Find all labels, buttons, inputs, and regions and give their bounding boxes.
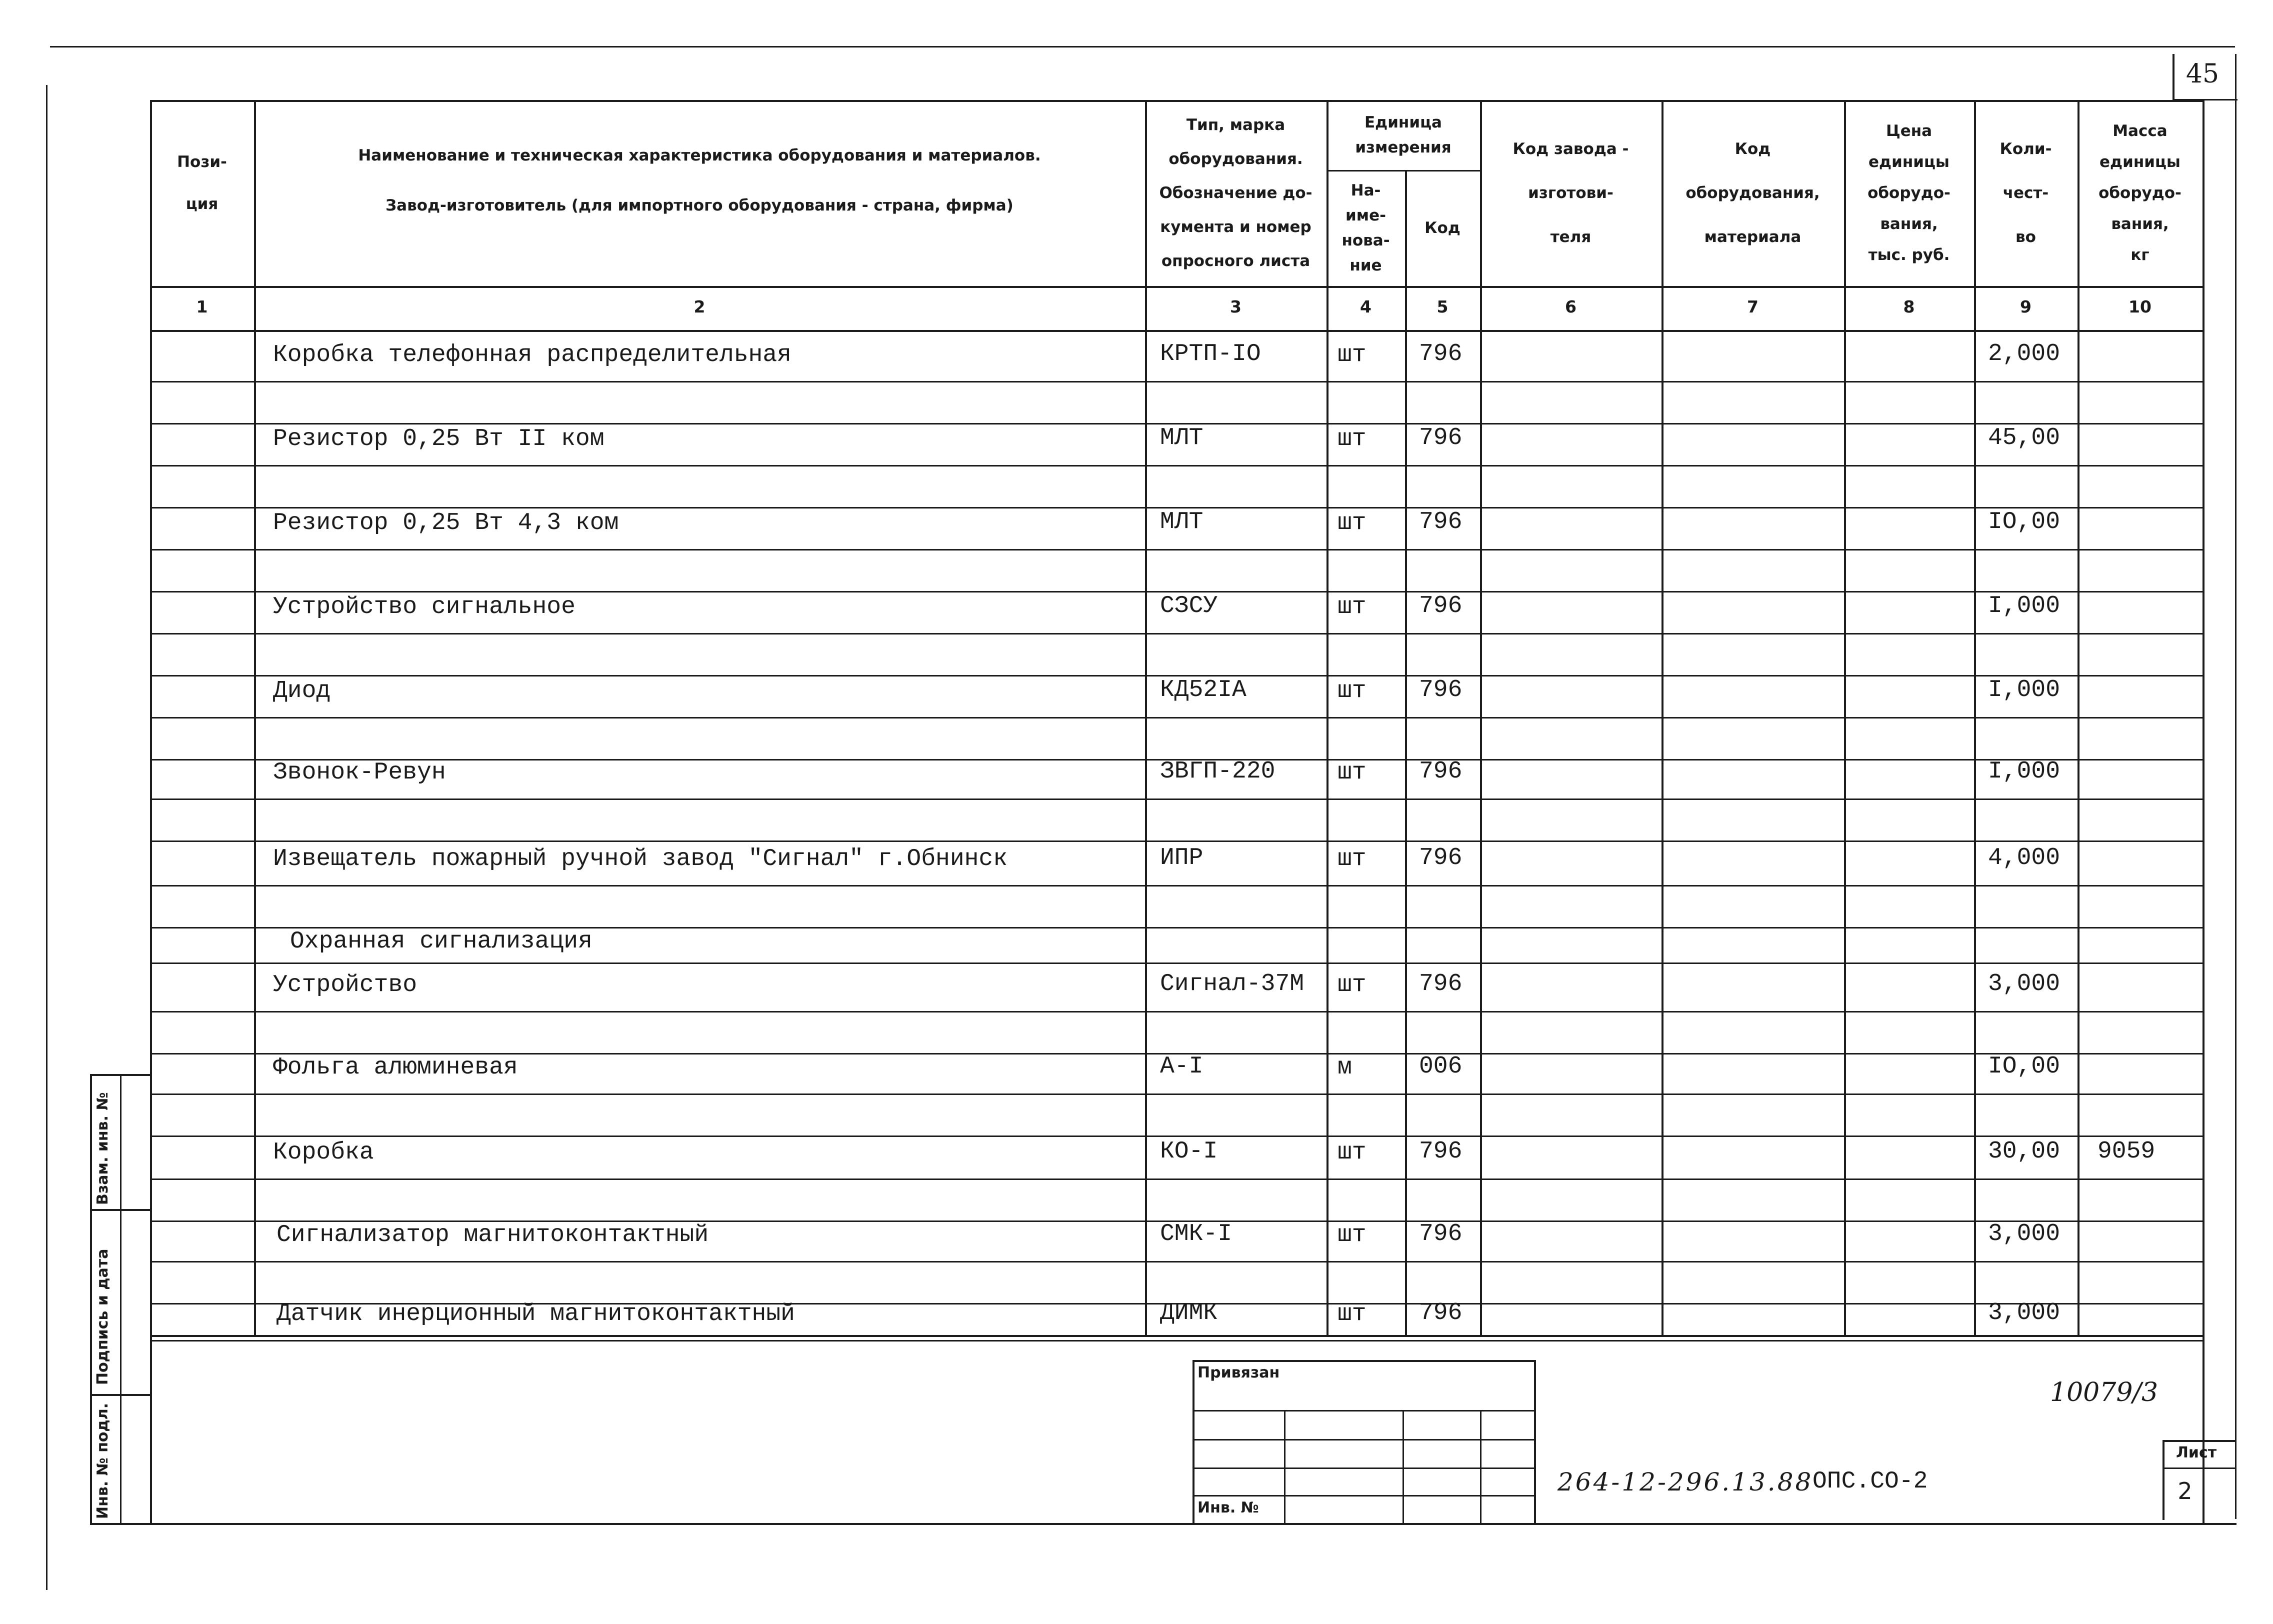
row-separator <box>150 1011 2202 1012</box>
item-name: Коробка телефонная распределительная <box>273 342 792 368</box>
item-name: Устройство сигнальное <box>273 594 576 620</box>
header-line: Код <box>1734 140 1771 158</box>
column-number: 8 <box>1903 297 1915 316</box>
header-line: кумента и номер <box>1160 218 1312 236</box>
column-number: 10 <box>2128 297 2152 316</box>
row-separator <box>150 798 2202 800</box>
item-unit-code: 796 <box>1419 676 1462 704</box>
item-unit-code: 796 <box>1419 1300 1462 1326</box>
header-line: ция <box>186 195 218 213</box>
item-type: ДИМК <box>1160 1300 1218 1326</box>
item-unit: шт <box>1338 342 1366 368</box>
item-name: Резистор 0,25 Вт II ком <box>273 426 604 452</box>
header-name <box>254 130 1145 230</box>
title-block-row2 <box>1192 1439 1535 1440</box>
row-separator <box>150 465 2202 466</box>
item-quantity: 30,00 <box>1988 1138 2060 1165</box>
header-line: чест- <box>2002 184 2049 202</box>
item-unit: шт <box>1338 426 1366 452</box>
header-line: Тип, марка <box>1186 116 1286 134</box>
side-strip-right <box>150 1074 152 1525</box>
item-type: ЗВГП-220 <box>1160 758 1276 785</box>
item-name: Звонок-Ревун <box>273 759 446 786</box>
item-quantity: I,000 <box>1988 676 2060 704</box>
sheet-label: Лист <box>2176 1444 2217 1462</box>
header-line: Масса <box>2112 122 2168 140</box>
header-line: оборудо- <box>2098 184 2182 202</box>
header-line: Завод-изготовитель (для импортного оборудования - страна, фирма) <box>386 196 1014 214</box>
item-unit: шт <box>1338 972 1366 998</box>
unit-subheader-divider <box>1326 170 1480 172</box>
item-unit-code: 796 <box>1419 592 1462 620</box>
document-code: 264-12-296.13.88 <box>1558 1468 1814 1496</box>
item-unit-code: 796 <box>1419 508 1462 536</box>
header-unit-name <box>1326 178 1405 278</box>
item-type: СМК-I <box>1160 1220 1232 1248</box>
item-unit: шт <box>1338 510 1366 536</box>
header-mass <box>2078 116 2202 270</box>
header-line: теля <box>1550 228 1592 246</box>
item-unit-code: 796 <box>1419 340 1462 368</box>
page-number-box-left <box>2172 54 2174 99</box>
header-line: вания, <box>1880 215 1938 233</box>
title-block-col2 <box>1402 1410 1404 1525</box>
row-separator <box>150 840 2202 842</box>
column-divider <box>2202 100 2204 1335</box>
section-title: Охранная сигнализация <box>290 928 592 955</box>
page-number: 45 <box>2186 59 2220 89</box>
item-unit-code: 006 <box>1419 1053 1462 1080</box>
column-number: 4 <box>1360 297 1372 316</box>
top-rule <box>50 46 2235 48</box>
header-quantity <box>1974 127 2078 259</box>
title-block-top <box>1192 1360 1535 1362</box>
item-quantity: IO,00 <box>1988 1053 2060 1080</box>
item-mass: 9059 <box>2098 1138 2156 1165</box>
outer-left-rule <box>46 85 48 1590</box>
item-quantity: I,000 <box>1988 592 2060 620</box>
header-line: единицы <box>1868 153 1950 171</box>
header-equipment-code <box>1662 127 1844 259</box>
row-separator <box>150 962 2202 964</box>
document-mark: ОПС.СО-2 <box>1812 1468 1928 1495</box>
item-type: МЛТ <box>1160 424 1204 452</box>
header-line: Коли- <box>2000 140 2052 158</box>
item-name: Фольга алюминевая <box>273 1054 518 1081</box>
title-block-row1 <box>1192 1410 1535 1412</box>
item-unit: шт <box>1338 1139 1366 1166</box>
row-separator <box>150 1178 2202 1180</box>
row-separator <box>150 1136 2202 1137</box>
item-name: Сигнализатор магнитоконтактный <box>276 1222 709 1248</box>
header-line: Код завода - <box>1512 140 1629 158</box>
item-unit-code: 796 <box>1419 844 1462 872</box>
right-edge-rule <box>2235 54 2236 1519</box>
header-line: На- <box>1350 182 1381 200</box>
header-unit <box>1326 110 1480 160</box>
sheet-number: 2 <box>2178 1478 2192 1504</box>
header-line: ние <box>1350 256 1382 274</box>
handwritten-reference: 10079/3 <box>2050 1378 2158 1408</box>
header-line: нова- <box>1342 232 1390 250</box>
header-line: оборудо- <box>1868 184 1950 202</box>
item-type: КРТП-IO <box>1160 340 1261 368</box>
title-block-row4 <box>1192 1495 1535 1496</box>
column-number: 9 <box>2020 297 2032 316</box>
side-label-vzam: Взам. инв. № <box>94 1092 112 1205</box>
sheet-box-mid <box>2162 1468 2236 1469</box>
header-price <box>1844 116 1974 270</box>
header-line: Пози- <box>177 153 227 171</box>
row-separator <box>150 717 2202 718</box>
column-number: 5 <box>1436 297 1448 316</box>
header-line: вания, <box>2111 215 2169 233</box>
sheet-box-left <box>2162 1440 2164 1520</box>
header-line: материала <box>1704 228 1802 246</box>
header-line: Цена <box>1886 122 1932 140</box>
table-bottom-border <box>150 1335 2204 1337</box>
row-separator <box>150 1094 2202 1095</box>
item-quantity: 2,000 <box>1988 340 2060 368</box>
header-line: измерения <box>1355 138 1452 156</box>
item-quantity: I,000 <box>1988 758 2060 785</box>
item-quantity: 4,000 <box>1988 844 2060 872</box>
item-name: Коробка <box>273 1139 374 1166</box>
header-line: кг <box>2130 246 2150 264</box>
side-strip-inner <box>120 1074 122 1525</box>
item-unit: шт <box>1338 759 1366 786</box>
header-plant-code <box>1480 127 1662 259</box>
sheet-box-top <box>2162 1440 2236 1442</box>
row-separator <box>150 1261 2202 1262</box>
bottom-rule <box>150 1523 2236 1525</box>
title-block-row3 <box>1192 1468 1535 1469</box>
header-line: изготови- <box>1528 184 1614 202</box>
header-line: Наименование и техническая характеристика оборудования и материалов. <box>358 146 1041 164</box>
item-type: МЛТ <box>1160 508 1204 536</box>
stamp-inv-label: Инв. № <box>1198 1499 1259 1516</box>
title-block-left <box>1192 1360 1194 1525</box>
item-name: Датчик инерционный магнитоконтактный <box>276 1300 795 1328</box>
side-strip-left <box>90 1074 92 1525</box>
item-quantity: 3,000 <box>1988 1300 2060 1326</box>
item-unit-code: 796 <box>1419 424 1462 452</box>
header-line: единицы <box>2100 153 2180 171</box>
item-quantity: 3,000 <box>1988 1220 2060 1248</box>
header-unit-code <box>1405 213 1480 243</box>
item-name: Диод <box>273 678 331 704</box>
item-type: Сигнал-37М <box>1160 970 1304 998</box>
item-quantity: 45,00 <box>1988 424 2060 452</box>
row-separator <box>150 549 2202 550</box>
item-unit: шт <box>1338 1300 1366 1328</box>
item-unit-code: 796 <box>1419 1220 1462 1248</box>
column-divider <box>1405 170 1407 1335</box>
item-name: Извещатель пожарный ручной завод "Сигнал" г.Обнинск <box>273 846 1008 872</box>
item-unit: шт <box>1338 678 1366 704</box>
numbers-bottom-border <box>150 330 2204 332</box>
item-type: А-I <box>1160 1053 1204 1080</box>
title-block-col3 <box>1480 1410 1482 1525</box>
header-line: во <box>2016 228 2036 246</box>
column-number: 1 <box>196 297 208 316</box>
column-number: 3 <box>1230 297 1242 316</box>
title-block-col1 <box>1284 1410 1286 1525</box>
column-number: 7 <box>1747 297 1758 316</box>
header-line: Обозначение до- <box>1159 184 1312 202</box>
item-name: Резистор 0,25 Вт 4,3 ком <box>273 510 619 536</box>
item-name: Устройство <box>273 972 418 998</box>
header-line: оборудования, <box>1686 184 1820 202</box>
item-type: ИПР <box>1160 844 1204 872</box>
header-bottom-border <box>150 286 2204 288</box>
row-separator <box>150 381 2202 382</box>
table-top-border <box>150 100 2204 102</box>
item-unit-code: 796 <box>1419 1138 1462 1165</box>
header-line: име- <box>1346 206 1386 224</box>
header-position <box>150 141 254 225</box>
item-type: КО-I <box>1160 1138 1218 1165</box>
column-number: 2 <box>694 297 706 316</box>
item-unit: шт <box>1338 846 1366 872</box>
item-type: КД52IA <box>1160 676 1246 704</box>
row-separator <box>150 633 2202 634</box>
header-line: опросного листа <box>1161 252 1310 270</box>
title-block-right <box>1534 1360 1536 1525</box>
header-type <box>1145 108 1326 278</box>
item-quantity: 3,000 <box>1988 970 2060 998</box>
item-quantity: IO,00 <box>1988 508 2060 536</box>
item-unit: м <box>1338 1054 1352 1081</box>
item-unit: шт <box>1338 594 1366 620</box>
header-line: Единица <box>1364 114 1442 132</box>
row-separator <box>150 1340 2202 1342</box>
column-number: 6 <box>1565 297 1576 316</box>
header-line: оборудования. <box>1168 150 1303 168</box>
item-type: СЗСУ <box>1160 592 1218 620</box>
side-label-podpis: Подпись и дата <box>94 1248 112 1385</box>
header-line: Код <box>1424 219 1460 237</box>
row-separator <box>150 885 2202 886</box>
header-line: тыс. руб. <box>1868 246 1950 264</box>
stamp-bound-label: Привязан <box>1198 1364 1280 1382</box>
side-label-inv-podl: Инв. № подл. <box>94 1402 112 1519</box>
item-unit-code: 796 <box>1419 970 1462 998</box>
item-unit: шт <box>1338 1222 1366 1248</box>
item-unit-code: 796 <box>1419 758 1462 785</box>
